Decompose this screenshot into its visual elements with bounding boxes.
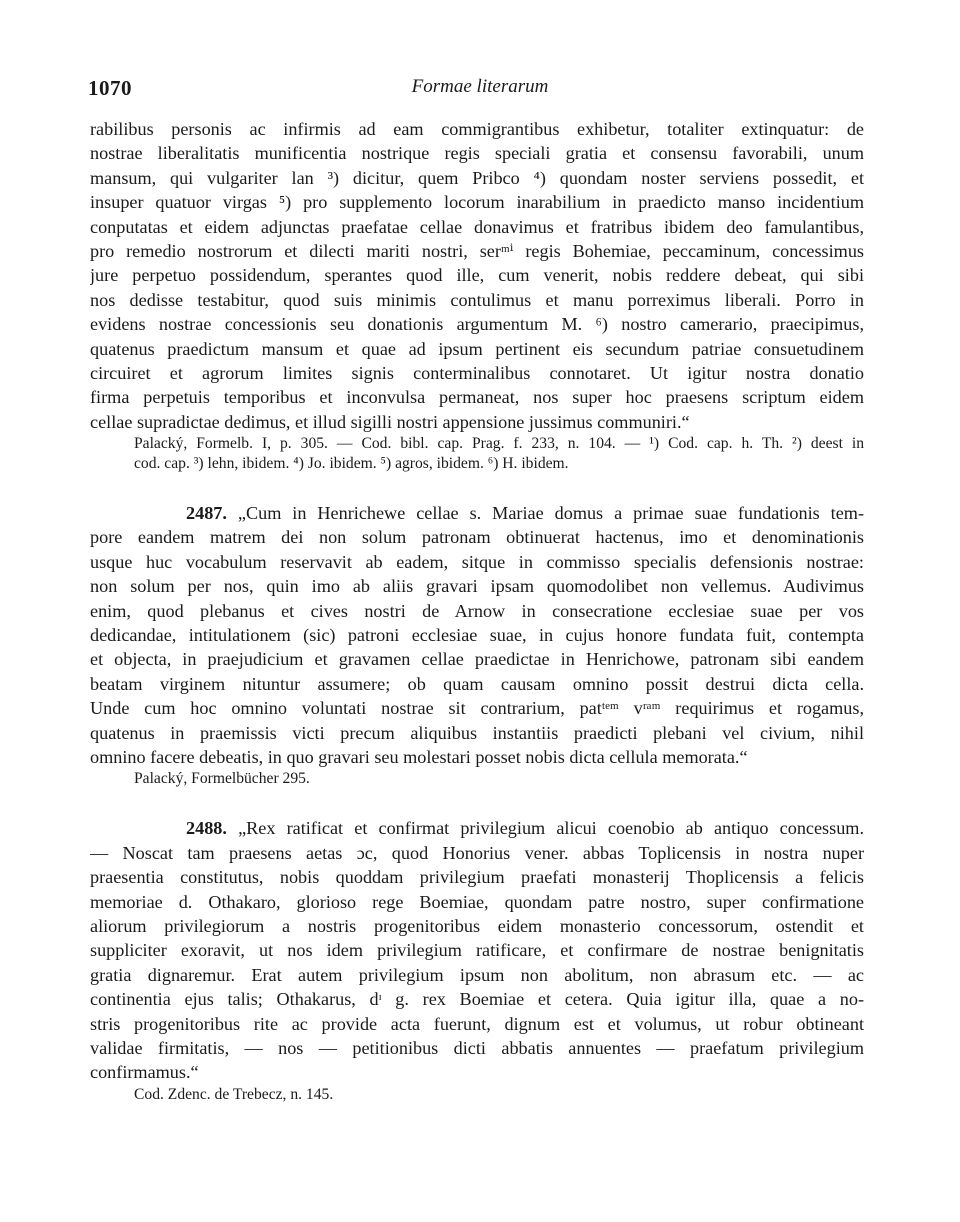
page-body [90, 117, 864, 1105]
text-line: gratia dignaremur. Erat autem privilegium ipsum non abolitum, non abrasum etc. — ac [90, 964, 864, 985]
text-line: conputatas et eidem adjunctas praefatae cellae donavimus et fratribus ibidem deo famulantibus, [90, 216, 864, 237]
text-line: evidens nostrae concessionis seu donationis argumentum M. ⁶) nostro camerario, praecipimus, [90, 314, 864, 335]
entry-heading-text: „Rex ratificat et confirmat privilegium alicui coenobio ab antiquo concessum. [238, 818, 864, 839]
text-line: cellae supradictae dedimus, et illud sigilli nostri appensione jussimus communiri.“ [90, 411, 690, 432]
continuation-paragraph [90, 117, 864, 434]
entry-first-line [90, 816, 864, 840]
text-line: confirmamus.“ [90, 1062, 199, 1083]
text-line: pore eandem matrem dei non solum patronam obtinuerat hactenus, imo et denominationis [90, 527, 864, 548]
text-line: dedicandae, intitulationem (sic) patroni ecclesiae suae, in cujus honore fundata fuit, contempta [90, 625, 864, 646]
text-line: aliorum privilegiorum a nostris progenitoribus eidem monasterio concessorum, ostendit et [90, 915, 864, 936]
page-header [88, 76, 872, 102]
text-line: circuiret et agrorum limites signis conterminalibus connotaret. Ut igitur nostra donatio [90, 362, 864, 383]
entry-2488 [90, 816, 864, 1104]
text-line: rabilibus personis ac infirmis ad eam commigrantibus exhibetur, totaliter extinquatur: de [90, 119, 864, 139]
note-line: cod. cap. ³) lehn, ibidem. ⁴) Jo. ibidem. ⁵) agros, ibidem. ⁶) H. ibidem. [134, 455, 569, 473]
text-line: validae firmitatis, — nos — petitionibus dicti abbatis annuentes — praefatum privilegium [90, 1037, 864, 1058]
text-line: jure perpetuo possidendum, sperantes quod ille, cum venerit, nobis reddere debeat, qui sibi [90, 265, 864, 286]
source-note: Palacký, Formelbücher 295. [134, 770, 310, 788]
entry-number: 2487. [186, 503, 227, 524]
entry-first-line [90, 501, 864, 525]
text-line: usque huc vocabulum reservavit ab eadem, sitque in commisso specialis defensionis nostrae: [90, 551, 864, 572]
text-line: firma perpetuis temporibus et inconvulsa permaneat, nos super hoc praesens scriptum eidem [90, 387, 864, 408]
source-note: Cod. Zdenc. de Trebecz, n. 145. [134, 1085, 334, 1103]
text-line: memoriae d. Othakaro, glorioso rege Boemiae, quondam patre nostro, super confirmatione [90, 891, 864, 912]
text-line: pro remedio nostrorum et dilecti mariti nostri, serᵐⁱ regis Bohemiae, peccaminum, concessimus [90, 240, 864, 261]
note-line: Palacký, Formelb. I, p. 305. — Cod. bibl. cap. Prag. f. 233, n. 104. — ¹) Cod. cap. h. Th. ²) deest in [134, 435, 864, 453]
text-line: continentia ejus talis; Othakarus, dᶦ g. rex Boemiae et cetera. Quia igitur illa, quae a no- [90, 989, 864, 1010]
text-line: et objecta, in praejudicium et gravamen cellae praedictae in Henrichowe, patronam sibi eandem [90, 649, 864, 670]
text-line: non solum per nos, quin imo ab aliis gravari ipsam quomodolibet non vellemus. Audivimus [90, 576, 864, 597]
text-line: — Noscat tam praesens aetas ɔc, quod Honorius vener. abbas Toplicensis in nostra nuper [90, 842, 864, 863]
text-line: quatenus praedictum mansum et quae ad ipsum pertinent eis secundum patriae consuetudinem [90, 338, 864, 359]
entry-number: 2488. [186, 818, 227, 839]
text-line: Unde cum hoc omnino voluntati nostrae sit contrarium, patᵗᵉᵐ vʳᵃᵐ requirimus et rogamus, [90, 698, 864, 719]
page-number: 1070 [88, 76, 132, 100]
text-line: insuper quatuor virgas ⁵) pro supplemento locorum inarabilium in praedicto manso incidentium [90, 192, 864, 213]
source-note [90, 434, 864, 474]
text-line: stris progenitoribus rite ac provide acta fuerunt, dignum est et volumus, ut robur obtineant [90, 1013, 864, 1034]
text-line: enim, quod plebanus et cives nostri de Arnow in consecratione ecclesiae suae per vos [90, 600, 864, 621]
text-line: praesentia constitutus, nobis quoddam privilegium praefati monasterij Thoplicensis a felicis [90, 867, 864, 888]
text-line: beatam virginem nituntur assumere; ob quam causam omnino possit destrui dicta cella. [90, 673, 864, 694]
text-line: mansum, qui vulgariter lan ³) dicitur, quem Pribco ⁴) quondam noster serviens possedit, et [90, 167, 864, 188]
entry-heading-text: „Cum in Henrichewe cellae s. Mariae domus a primae suae fundationis tem- [237, 503, 864, 524]
text-line: quatenus in praemissis victi precum aliquibus instantiis praedicti plebani vel civium, nihil [90, 722, 864, 743]
running-title: Formae literarum [411, 76, 549, 97]
text-line: suppliciter exoravit, ut nos idem privilegium ratificare, et confirmare de nostrae benignitatis [90, 940, 864, 961]
text-line: omnino facere debeatis, in quo gravari seu molestari posset nobis dicta cellula memorata.“ [90, 746, 748, 767]
text-line: nos dedisse testabitur, quod suis minimis contulimus et manu porreximus liberali. Porro in [90, 289, 864, 310]
text-line: nostrae liberalitatis munificentia nostrique regis speciali gratia et consensu favorabili, unum [90, 143, 864, 164]
entry-2487 [90, 501, 864, 789]
